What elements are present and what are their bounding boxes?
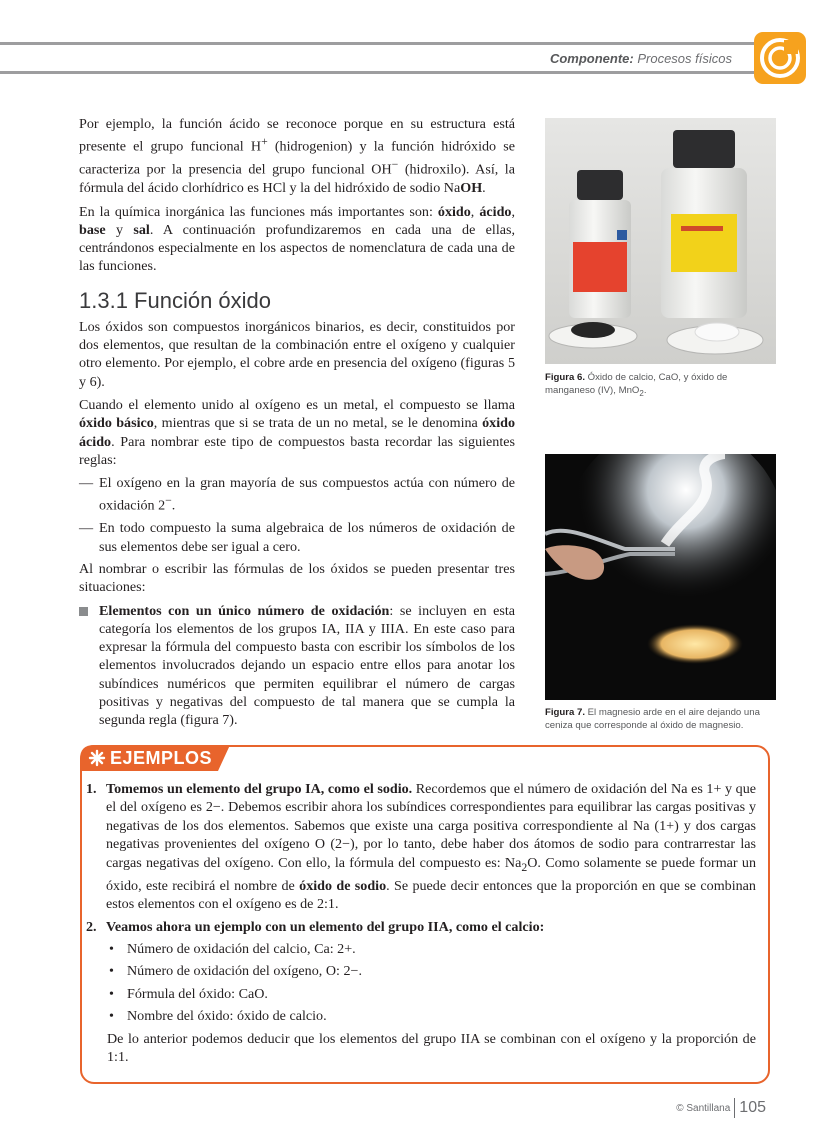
- header-rule-bottom: [0, 71, 760, 74]
- example-conclusion: De lo anterior podemos deducir que los elementos del grupo IIA se combinan con el oxígeno y la proporción de 1:1.: [107, 1030, 756, 1066]
- rule-item: — El oxígeno en la gran mayoría de sus compuestos actúa con número de oxidación 2−.: [79, 475, 515, 515]
- paragraph-types: Cuando el elemento unido al oxígeno es un metal, el compuesto se llama óxido básico, mientras que si se trata de un no metal, se le denomina óxido ácido. Para nombrar este tipo de compuestos basta recordar las siguientes reglas:: [79, 396, 515, 468]
- header-rule-top: [0, 42, 760, 45]
- examples-title: EJEMPLOS: [110, 748, 213, 768]
- component-value: Procesos físicos: [637, 51, 732, 66]
- publisher-credit: © Santillana: [676, 1102, 731, 1114]
- paragraph-functions: En la química inorgánica las funciones más importantes son: óxido, ácido, base y sal. A continuación profundizaremos en cada una de ellas, centrándonos especialmente en los aspectos de nomenclatura de cada una de las funciones.: [79, 203, 515, 275]
- component-title: Componente:: [549, 51, 634, 66]
- paragraph-situations: Al nombrar o escribir las fórmulas de los óxidos se pueden presentar tres situaciones:: [79, 561, 515, 596]
- page-number: 105: [739, 1099, 766, 1116]
- paragraph-oxides: Los óxidos son compuestos inorgánicos binarios, es decir, constituidos por dos elementos, que resultan de la combinación entre el oxígeno y cualquier otro elemento. Por ejemplo, el cobre arde en presencia del oxígeno (figuras 5 y 6).: [79, 318, 515, 390]
- list-item: • Fórmula del óxido: CaO.: [109, 985, 268, 1002]
- square-bullet-icon: [79, 607, 88, 616]
- example-item-sodium: 1. Tomemos un elemento del grupo IA, como el sodio. Recordemos que el número de oxidación del Na es 1+ y que el del oxígeno es 2−. Debemos escribir ahora los subíndices correspondientes para equilibrar las cargas positivas y negativas de los dos elementos. Sabemos que existe una carga positiva correspondiente al Na (1+) y dos cargas negativas provenientes del oxígeno O (2−), por lo tanto, debe haber dos átomos de sodio para contrarrestar las cargas negativas del oxígeno. Con ello, la fórmula del compuesto es: $Na_2O$. Como solamente se puede formar un óxido, este recibirá el nombre de óxido de sodio. Se puede decir entonces que la proporción en que se combinan estos elementos con el oxígeno es de 2:1.: [86, 781, 756, 913]
- main-column: [79, 115, 515, 730]
- figure-6-caption: Figura 6. Óxido de calcio, CaO, y óxido de manganeso (IV), MnO$_2$.: [545, 372, 728, 398]
- list-item: • Número de oxidación del oxígeno, O: 2−.: [109, 963, 362, 980]
- rule-item: — En todo compuesto la suma algebraica de los números de oxidación de sus elementos debe ser igual a cero.: [79, 520, 515, 555]
- figure-7-photo: [545, 454, 776, 700]
- list-item: • Nombre del óxido: óxido de calcio.: [109, 1008, 327, 1025]
- paragraph-intro: Por ejemplo, la función ácido se reconoce porque en su estructura está presente el grupo funcional H+ (hidrogenion) y la función hidróxido se caracteriza por la presencia del grupo funcional OH− (hidroxilo). Así, la fórmula del ácido clorhídrico es HCl y la del hidróxido de sodio NaOH.: [79, 116, 515, 197]
- footer-divider: [734, 1098, 735, 1118]
- example-item-calcium: 2. Veamos ahora un ejemplo con un elemento del grupo IIA, como el calcio:: [86, 918, 545, 935]
- figure-6-photo: [545, 118, 776, 364]
- list-item: • Número de oxidación del calcio, Ca: 2+.: [109, 941, 356, 958]
- section-heading: 1.3.1 Función óxido: [79, 287, 272, 313]
- examples-content: [86, 780, 756, 1067]
- page-footer: [676, 1098, 766, 1118]
- component-label: [550, 51, 732, 66]
- figure-7-caption: Figura 7. El magnesio arde en el aire dejando una ceniza que corresponde al óxido de magnesio.: [545, 707, 760, 731]
- situation-item: Elementos con un único número de oxidación: se incluyen en esta categoría los elementos de los grupos IA, IIA y IIIA. En este caso para expresar la fórmula del compuesto basta con escribir los símbolos de los elementos involucrados dejando un espacio entre ellos para anotar los subíndices numéricos que permiten equilibrar el número de cargas positivas y negativas del compuesto de tal manera que se cumpla la segunda regla (figura 7).: [79, 602, 515, 730]
- publisher-logo-icon: [754, 32, 806, 84]
